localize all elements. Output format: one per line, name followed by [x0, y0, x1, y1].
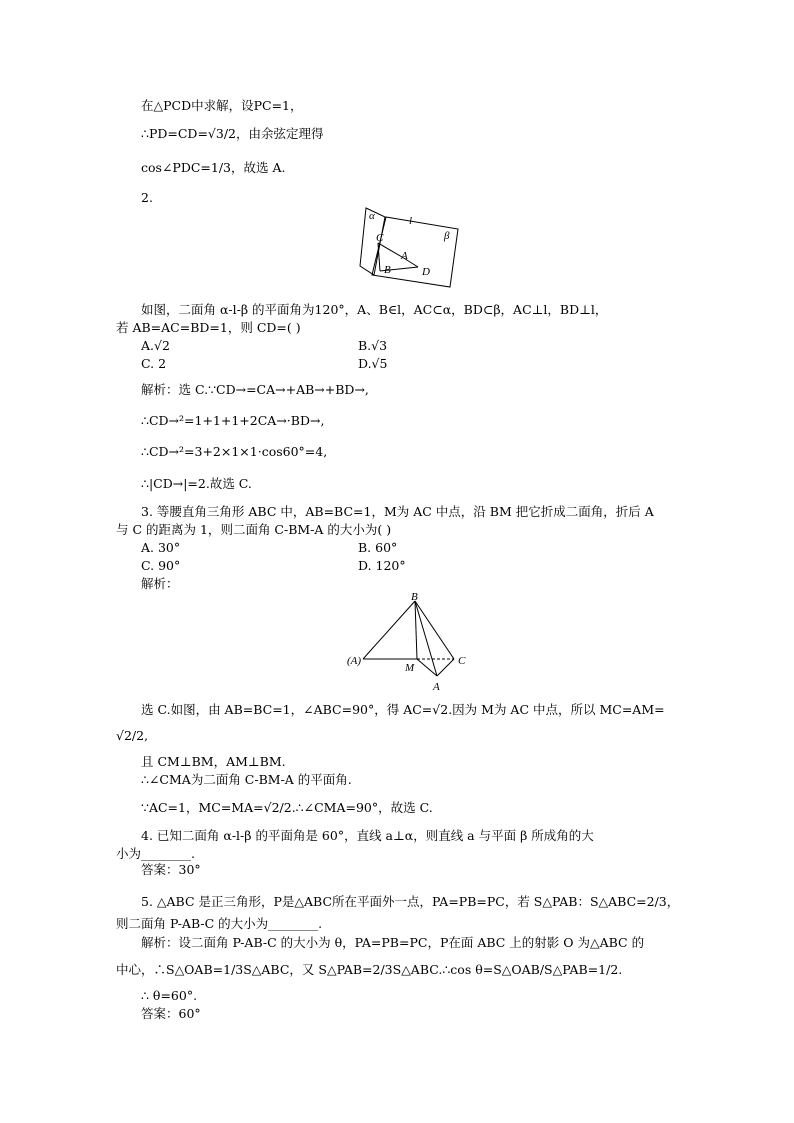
option-b: B.√3	[358, 338, 388, 353]
label-D: D	[422, 266, 430, 278]
solution-line: ∴∠CMA为二面角 C-BM-A 的平面角.	[141, 772, 352, 787]
solution-line: ∵AC=1，MC=MA=√2/2.∴∠CMA=90°，故选 C.	[141, 800, 433, 815]
plane-beta	[372, 217, 458, 287]
label-l: l	[409, 215, 413, 227]
segment-AC	[437, 659, 454, 676]
text-line: cos∠PDC=1/3，故选 A.	[141, 160, 286, 175]
label-A-paren: (A)	[347, 655, 362, 667]
segment-B-left	[363, 601, 415, 659]
option-b: B. 60°	[358, 540, 398, 555]
text-line: 在△PCD中求解，设PC=1，	[141, 98, 303, 113]
solution-line: 选 C.如图，由 AB=BC=1，∠ABC=90°，得 AC=√2.因为 M为 AC 中点，所以 MC=AM=	[141, 702, 665, 717]
dihedral-figure	[360, 205, 460, 280]
label-C: C	[458, 655, 466, 667]
option-a: A.√2	[141, 338, 170, 353]
option-c: C. 90°	[141, 558, 181, 573]
segment-BM	[415, 601, 417, 659]
label-M: M	[405, 662, 415, 674]
label-A: A	[401, 250, 408, 262]
question-stem: 4. 已知二面角 α-l-β 的平面角是 60°，直线 a⊥α，则直线 a 与平面 β 所成角的大	[141, 828, 594, 843]
option-d: D.√5	[358, 356, 388, 371]
option-d: D. 120°	[358, 558, 406, 573]
label-B: B	[411, 591, 418, 603]
label-A: A	[433, 681, 440, 693]
solution-line: ∴CD→²=3+2×1×1·cos60°=4,	[141, 444, 328, 459]
question-stem: 则二面角 P-AB-C 的大小为________.	[116, 916, 323, 931]
question-stem: 如图，二面角 α-l-β 的平面角为120°，A、B∈l，AC⊂α，BD⊂β，AC⊥l，BD⊥l，	[141, 302, 608, 317]
label-C: C	[376, 232, 384, 244]
question-number: 2.	[141, 190, 153, 205]
option-c: C. 2	[141, 356, 167, 371]
folded-triangle-figure	[345, 592, 475, 692]
solution-line: ∴|CD→|=2.故选 C.	[141, 476, 252, 491]
solution-line: 解析：选 C.∵CD→=CA→+AB→+BD→,	[141, 382, 369, 397]
solution-line: ∴ θ=60°.	[141, 988, 198, 1003]
solution-line: 且 CM⊥BM，AM⊥BM.	[141, 754, 286, 769]
question-stem: 3. 等腰直角三角形 ABC 中，AB=BC=1，M为 AC 中点，沿 BM 把它折成二面角，折后 A	[141, 504, 654, 519]
answer-line: 答案：30°	[141, 862, 201, 877]
solution-line: 解析：设二面角 P-AB-C 的大小为 θ，PA=PB=PC，P在面 ABC 上的射影 O 为△ABC 的	[141, 935, 645, 950]
question-stem: 与 C 的距离为 1，则二面角 C-BM-A 的大小为( )	[116, 522, 392, 537]
label-alpha: α	[369, 210, 375, 222]
segment-CA	[378, 243, 402, 257]
question-stem: 若 AB=AC=BD=1，则 CD=( )	[116, 320, 301, 335]
option-a: A. 30°	[141, 540, 181, 555]
question-stem: 5. △ABC 是正三角形，P是△ABC所在平面外一点，PA=PB=PC，若 S△PAB：S△ABC=2/3，	[141, 894, 680, 909]
label-beta: β	[444, 230, 450, 242]
solution-line: ∴CD→²=1+1+1+2CA→·BD→,	[141, 413, 325, 428]
solution-line: √2/2,	[116, 728, 149, 743]
question-stem: 小为________.	[116, 846, 195, 861]
answer-line: 答案：60°	[141, 1006, 201, 1021]
solution-line: 中心，∴S△OAB=1/3S△ABC，又 S△PAB=2/3S△ABC.∴cos θ=S△OAB/S△PAB=1/2.	[116, 962, 623, 977]
text-line: ∴PD=CD=√3/2，由余弦定理得	[141, 126, 324, 141]
segment-BA	[415, 601, 437, 676]
segment-BC	[415, 601, 454, 659]
solution-label: 解析：	[141, 576, 179, 591]
label-B: B	[384, 264, 391, 276]
